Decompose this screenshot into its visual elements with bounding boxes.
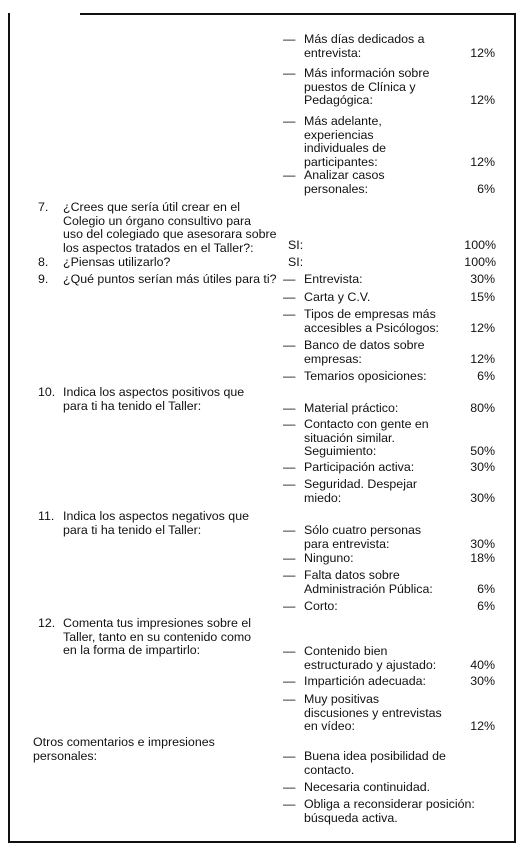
- answer-text-line: estructurado y ajustado:: [304, 657, 437, 672]
- answer-percentage: 6%: [477, 369, 495, 383]
- answer-text-line: Más días dedicados a: [304, 32, 425, 46]
- dash-bullet: —: [283, 460, 296, 474]
- answer-text-line: Necesaria continuidad.: [304, 780, 431, 794]
- dash-bullet: —: [283, 568, 296, 582]
- answer-text-line: búsqueda activa.: [304, 810, 398, 825]
- answer-text-line: Más información sobre: [304, 66, 430, 80]
- answer-text-line: Participación activa:: [304, 460, 415, 474]
- answer-text-line: Tipos de empresas más: [304, 307, 436, 321]
- question-number: 10.: [38, 385, 56, 399]
- dash-bullet: —: [283, 66, 296, 80]
- dash-bullet: —: [283, 780, 296, 794]
- answer-text-line: Obliga a reconsiderar posición:: [304, 797, 475, 811]
- answer-text-line: entrevista:: [304, 45, 362, 60]
- answer-percentage: 30%: [470, 674, 495, 688]
- answer-text-line: Banco de datos sobre: [304, 338, 425, 352]
- dash-bullet: —: [283, 114, 296, 128]
- question-text-line: los aspectos tratados en el Taller?:: [63, 240, 254, 255]
- question-text-line: Comenta tus impresiones sobre el: [63, 616, 252, 630]
- answer-percentage: 6%: [477, 581, 495, 596]
- answer-text-line: Temarios oposiciones:: [304, 369, 427, 383]
- answer-text-line: Falta datos sobre: [304, 568, 400, 582]
- question-text-line: ¿Qué puntos serían más útiles para ti?: [63, 272, 277, 286]
- answer-percentage: 100%: [464, 255, 496, 269]
- answer-percentage: 80%: [470, 401, 495, 415]
- answer-text-line: experiencias: [304, 127, 374, 142]
- dash-bullet: —: [283, 797, 296, 811]
- question-text-line: ¿Piensas utilizarlo?: [63, 255, 171, 269]
- answer-percentage: 6%: [477, 599, 495, 613]
- answer-text-line: Sólo cuatro personas: [304, 523, 422, 537]
- question-text-line: Indica los aspectos negativos que: [63, 509, 249, 523]
- dash-bullet: —: [283, 749, 296, 763]
- dash-bullet: —: [283, 32, 296, 46]
- answer-percentage: 18%: [470, 551, 495, 565]
- dash-bullet: —: [283, 307, 296, 321]
- answer-text-line: miedo:: [304, 490, 342, 505]
- dash-bullet: —: [283, 477, 296, 491]
- dash-bullet: —: [283, 290, 296, 304]
- answer-percentage: 50%: [470, 444, 495, 459]
- answer-text-line: en vídeo:: [304, 719, 355, 734]
- question-text-line: ¿Crees que sería útil crear en el: [63, 200, 240, 214]
- dash-bullet: —: [283, 168, 296, 182]
- answer-percentage: 30%: [470, 460, 495, 474]
- answer-text-line: Contacto con gente en: [304, 417, 429, 431]
- answer-text-line: Más adelante,: [304, 114, 382, 128]
- dash-bullet: —: [283, 551, 296, 565]
- question-number: 11.: [38, 509, 55, 523]
- dash-bullet: —: [283, 523, 296, 537]
- other-comments-line: Otros comentarios e impresiones: [33, 735, 215, 749]
- answer-text-line: contacto.: [304, 762, 355, 777]
- dash-bullet: —: [283, 338, 296, 352]
- dash-bullet: —: [283, 692, 296, 706]
- answer-percentage: 12%: [470, 351, 495, 366]
- answer-text-line: Material práctico:: [304, 401, 399, 415]
- answer-percentage: 12%: [470, 154, 495, 169]
- answer-percentage: 15%: [470, 290, 495, 304]
- answer-text-line: Corto:: [304, 599, 338, 613]
- dash-bullet: —: [283, 599, 296, 613]
- answer-percentage: 40%: [470, 657, 495, 672]
- answer-percentage: 12%: [470, 320, 495, 335]
- dash-bullet: —: [283, 401, 296, 415]
- dash-bullet: —: [283, 369, 296, 383]
- answer-text-line: Entrevista:: [304, 272, 363, 286]
- question-text-line: para ti ha tenido el Taller:: [63, 522, 202, 537]
- dash-bullet: —: [283, 644, 296, 658]
- answer-text-line: Impartición adecuada:: [304, 674, 426, 688]
- question-text-line: en la forma de impartirlo:: [63, 643, 201, 658]
- answer-si: SI:: [288, 255, 304, 269]
- dash-bullet: —: [283, 417, 296, 431]
- question-text-line: Indica los aspectos positivos que: [63, 385, 245, 399]
- answer-text-line: Analizar casos: [304, 168, 385, 182]
- answer-text-line: puestos de Clínica y: [304, 79, 416, 94]
- answer-si: SI:: [288, 238, 304, 252]
- question-number: 9.: [38, 272, 49, 286]
- answer-text-line: Buena idea posibilidad de: [304, 749, 446, 763]
- answer-text-line: empresas:: [304, 351, 362, 366]
- answer-percentage: 12%: [470, 93, 495, 108]
- answer-text-line: Administración Pública:: [304, 581, 433, 596]
- question-text-line: uso del colegiado que asesorara sobre: [63, 227, 277, 242]
- question-text-line: Taller, tanto en su contenido como: [63, 629, 252, 644]
- dash-bullet: —: [283, 674, 296, 688]
- answer-percentage: 30%: [470, 490, 495, 505]
- answer-text-line: personales:: [304, 181, 369, 196]
- answer-text-line: Seguridad. Despejar: [304, 477, 417, 491]
- answer-text-line: Pedagógica:: [304, 93, 373, 108]
- dash-bullet: —: [283, 272, 296, 286]
- answer-percentage: 12%: [470, 719, 495, 734]
- answer-text-line: para entrevista:: [304, 536, 390, 551]
- answer-percentage: 6%: [477, 181, 495, 196]
- question-text-line: para ti ha tenido el Taller:: [63, 398, 202, 413]
- answer-text-line: Muy positivas: [304, 692, 380, 706]
- answer-text-line: individuales de: [304, 141, 386, 156]
- question-number: 8.: [38, 255, 49, 269]
- question-number: 7.: [38, 200, 49, 214]
- other-comments-line: personales:: [33, 748, 98, 763]
- answer-text-line: participantes:: [304, 154, 378, 169]
- answer-percentage: 30%: [470, 536, 495, 551]
- answer-text-line: Seguimiento:: [304, 444, 377, 459]
- answer-text-line: Carta y C.V.: [304, 290, 371, 304]
- question-text-line: Colegio un órgano consultivo para: [63, 213, 252, 228]
- answer-text-line: discusiones y entrevistas: [304, 705, 442, 720]
- answer-text-line: accesibles a Psicólogos:: [304, 320, 439, 335]
- answer-percentage: 100%: [464, 238, 496, 252]
- answer-text-line: situación similar.: [304, 430, 395, 445]
- question-number: 12.: [38, 616, 56, 630]
- answer-text-line: Contenido bien: [304, 644, 388, 658]
- answer-percentage: 12%: [470, 45, 495, 60]
- answer-text-line: Ninguno:: [304, 551, 354, 565]
- answer-percentage: 30%: [470, 272, 495, 286]
- top-rule: [80, 13, 514, 15]
